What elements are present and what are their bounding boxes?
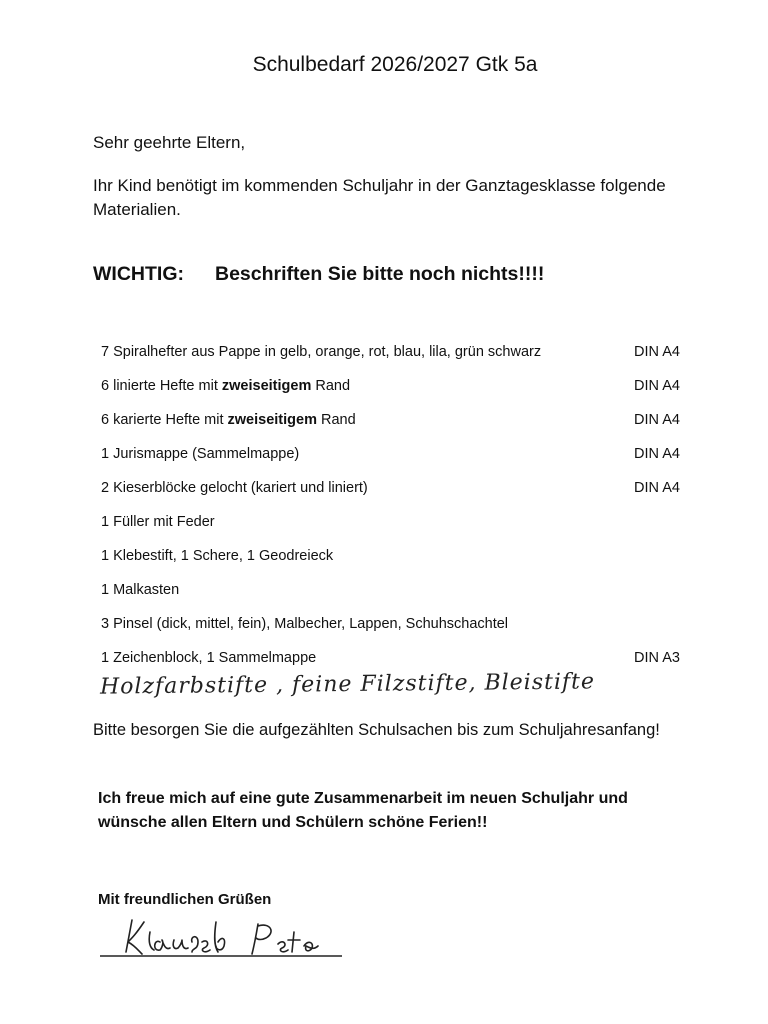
item-text-bold: zweiseitigem — [221, 378, 312, 394]
list-item — [101, 612, 701, 646]
item-text: 1 Jurismappe (Sammelmappe) — [101, 446, 300, 462]
important-label: WICHTIG: — [93, 263, 184, 285]
item-text: 1 Malkasten — [101, 582, 180, 598]
item-text: 7 Spiralhefter aus Pappe in gelb, orange, rot, blau, lila, grün schwarz — [101, 344, 542, 360]
item-size: DIN A4 — [634, 446, 680, 462]
page-title: Schulbedarf 2026/2027 Gtk 5a — [252, 53, 538, 76]
item-text: 2 Kieserblöcke gelocht (kariert und liniert) — [101, 480, 368, 496]
important-text: Beschriften Sie bitte noch nichts!!!! — [215, 263, 545, 285]
item-text: 6 karierte Hefte mit — [101, 412, 228, 428]
closing-note: Bitte besorgen Sie die aufgezählten Schulsachen bis zum Schuljahresanfang! — [93, 721, 660, 739]
item-size: DIN A4 — [634, 480, 680, 496]
item-text-end: Rand — [316, 412, 356, 428]
list-item — [101, 340, 701, 374]
important-notice — [93, 263, 544, 286]
item-size: DIN A4 — [634, 344, 680, 360]
signature-stroke — [126, 920, 318, 954]
list-item — [101, 408, 701, 442]
salutation: Sehr geehrte Eltern, — [93, 133, 246, 152]
signature — [98, 912, 348, 962]
list-item — [101, 442, 701, 476]
item-text-bold: zweiseitigem — [227, 412, 317, 428]
list-item — [101, 578, 701, 612]
item-text: 1 Zeichenblock, 1 Sammelmappe — [101, 650, 317, 666]
intro-paragraph: Ihr Kind benötigt im kommenden Schuljahr in der Ganztagesklasse folgende Materialien. — [93, 176, 666, 219]
thanks-paragraph: Ich freue mich auf eine gute Zusammenarbeit im neuen Schuljahr und wünsche allen Eltern und Schülern schöne Ferien!! — [98, 790, 628, 831]
item-text: 6 linierte Hefte mit — [101, 378, 222, 394]
list-item — [101, 374, 701, 408]
item-size: DIN A4 — [634, 378, 680, 394]
item-text: 3 Pinsel (dick, mittel, fein), Malbecher, Lappen, Schuhschachtel — [101, 616, 509, 632]
handwritten-note: Holzfarbstifte , feine Filzstifte, Bleistifte — [99, 669, 596, 700]
supply-list — [101, 340, 701, 680]
regards-line: Mit freundlichen Grüßen — [98, 891, 272, 908]
item-text-end: Rand — [311, 378, 351, 394]
item-size: DIN A4 — [634, 412, 680, 428]
item-text: 1 Füller mit Feder — [101, 514, 215, 530]
list-item — [101, 476, 701, 510]
item-size: DIN A3 — [634, 650, 680, 666]
list-item — [101, 510, 701, 544]
list-item — [101, 544, 701, 578]
item-text: 1 Klebestift, 1 Schere, 1 Geodreieck — [101, 548, 334, 564]
